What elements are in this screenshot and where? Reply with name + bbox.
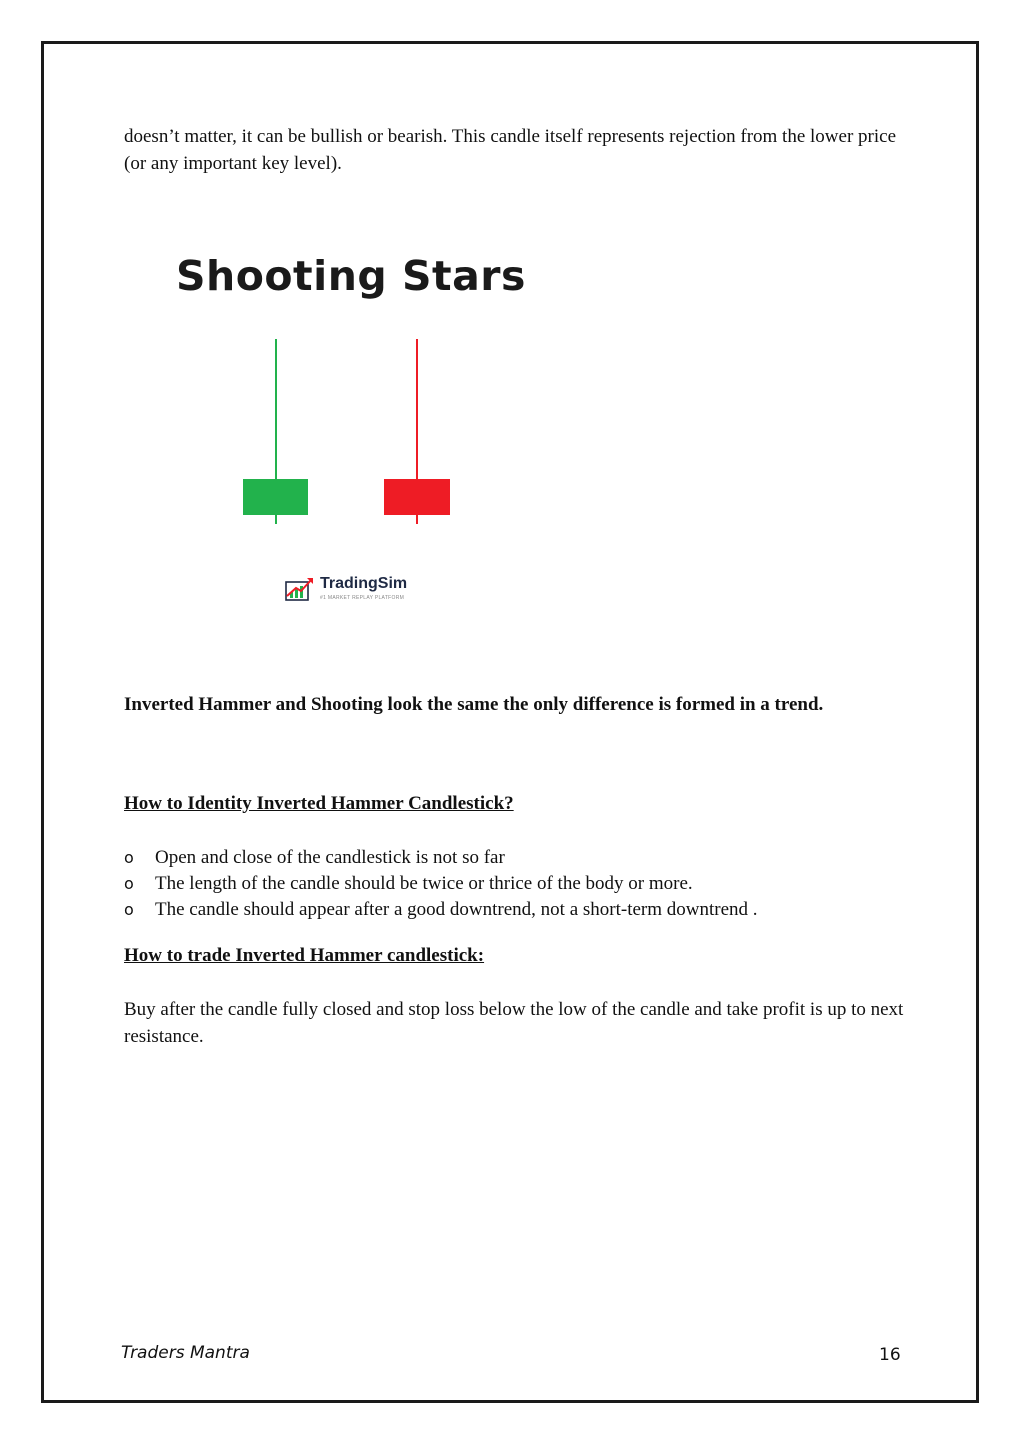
logo-name: TradingSim <box>320 575 408 592</box>
trade-paragraph: Buy after the candle fully closed and stop loss below the low of the candle and take profit is up to next resistance. <box>124 999 904 1047</box>
bullet-marker: o <box>124 848 134 867</box>
bullet-marker: o <box>124 900 134 919</box>
identify-list <box>124 845 758 923</box>
list-item <box>124 845 758 871</box>
identify-heading: How to Identity Inverted Hammer Candlestick? <box>124 793 514 814</box>
shooting-stars-figure <box>160 240 540 620</box>
intro-paragraph: doesn’t matter, it can be bullish or bearish. This candle itself represents rejection from the lower price (or any important key level). <box>124 126 897 174</box>
figure-title: Shooting Stars <box>176 252 526 300</box>
tradingsim-logo <box>284 574 424 604</box>
list-item-text: The length of the candle should be twice or thrice of the body or more. <box>155 873 693 894</box>
bold-statement: Inverted Hammer and Shooting look the same the only difference is formed in a trend. <box>124 694 824 715</box>
list-item-text: Open and close of the candlestick is not so far <box>155 847 505 868</box>
trade-heading: How to trade Inverted Hammer candlestick: <box>124 945 485 966</box>
list-item <box>124 897 758 923</box>
bullet-marker: o <box>124 874 134 893</box>
red-candle-body <box>384 479 450 515</box>
logo-tagline: #1 MARKET REPLAY PLATFORM <box>320 595 405 601</box>
footer-brand: Traders Mantra <box>121 1343 250 1363</box>
page-number: 16 <box>879 1345 901 1365</box>
list-item <box>124 871 758 897</box>
list-item-text: The candle should appear after a good downtrend, not a short-term downtrend . <box>155 899 758 920</box>
chart-trend-icon <box>284 576 316 602</box>
green-candle-body <box>243 479 308 515</box>
